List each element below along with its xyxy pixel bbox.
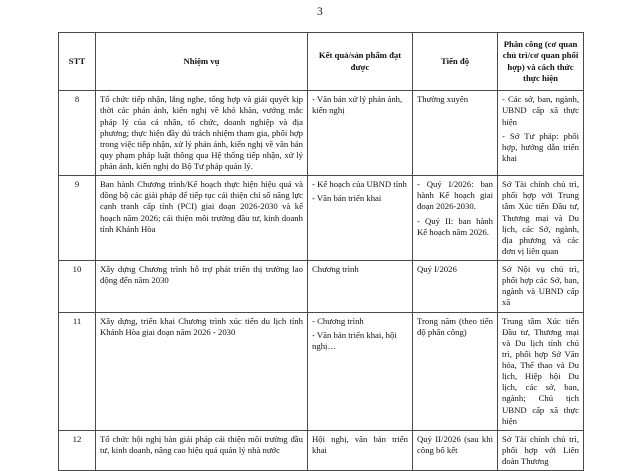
cell-result: [308, 176, 413, 261]
cell-task: Tổ chức hội nghị bàn giải pháp cải thiện môi trường đầu tư, kinh doanh, nâng cao hiệu quả quản lý nhà nước: [96, 430, 308, 470]
column-header-stt: STT: [59, 33, 96, 91]
cell-progress: [413, 176, 498, 261]
cell-progress: [413, 261, 498, 313]
table-header: [59, 33, 584, 91]
cell-assignment: [498, 430, 584, 470]
cell-progress-line: - Quý I/2026: ban hành Kế hoạch giai đoạn 2026-2030.: [417, 179, 493, 212]
task-assignment-table-container: [58, 32, 583, 471]
cell-stt: 9: [59, 176, 96, 261]
cell-stt: 10: [59, 261, 96, 313]
cell-progress-line: Quý II/2026 (sau khi công bố kết: [417, 433, 493, 455]
cell-progress-line: - Quý II: ban hành Kế hoạch năm 2026.: [417, 215, 493, 237]
cell-assignment-line: - Các sở, ban, ngành, UBND cấp xã thực hiện: [502, 94, 579, 127]
cell-task: Xây dựng, triển khai Chương trình xúc tiến du lịch tỉnh Khánh Hòa giai đoạn năm 2026 - 2030: [96, 312, 308, 430]
table-body: [59, 91, 584, 471]
cell-progress: [413, 312, 498, 430]
cell-assignment-line: Sở Tài chính chủ trì, phối hợp với Trung tâm Xúc tiến Đầu tư, Thương mại và Du lịch, các Sở, ngành, địa phương và các đơn vị liên quan: [502, 179, 579, 256]
cell-assignment: [498, 261, 584, 313]
cell-stt: 8: [59, 91, 96, 176]
cell-progress-line: Quý I/2026: [417, 264, 457, 274]
cell-stt: 11: [59, 312, 96, 430]
cell-stt: 12: [59, 430, 96, 470]
cell-result-line: - Kế hoạch của UBND tỉnh: [312, 179, 407, 190]
cell-result-line: - Văn bản triển khai, hội nghị…: [312, 329, 397, 351]
cell-result: [308, 91, 413, 176]
table-row: [59, 261, 584, 313]
cell-assignment-line: Sở Tài chính chủ trì, phối hợp với Liên đoàn Thương: [502, 433, 579, 466]
cell-progress: [413, 91, 498, 176]
cell-task: Tổ chức tiếp nhận, lắng nghe, tổng hợp và giải quyết kịp thời các phản ánh, kiến nghị về khó khăn, vướng mắc pháp lý của cá nhân, tổ chức, doanh nghiệp và địa phương; thực hiện đầy đủ trách nhiệm tham gia, phối hợp trong việc tiếp nhận, xử lý phản ánh, kiến nghị về văn bản quy phạm pháp luật thông qua Hệ thống tiếp nhận, xử lý phản ánh, kiến nghị do Bộ Tư pháp quản lý.: [96, 91, 308, 176]
cell-result-line: Hội nghị, văn bản triển khai: [312, 433, 408, 455]
page-number: 3: [317, 6, 323, 18]
cell-task: Xây dựng Chương trình hỗ trợ phát triển thị trường lao động đến năm 2030: [96, 261, 308, 313]
cell-result: [308, 261, 413, 313]
cell-assignment-line: - Sở Tư pháp: phối hợp, hướng dẫn triển khai: [502, 130, 579, 163]
column-header-progress: Tiến độ: [413, 33, 498, 91]
cell-result-line: - Văn bản xử lý phản ánh, kiến nghị: [312, 94, 403, 116]
cell-result-line: Chương trình: [312, 264, 359, 274]
column-header-task: Nhiệm vụ: [96, 33, 308, 91]
column-header-result: Kết quả/sản phẩm đạt được: [308, 33, 413, 91]
task-assignment-table: [58, 32, 584, 471]
table-header-row: [59, 33, 584, 91]
cell-assignment: [498, 176, 584, 261]
cell-result-line: - Văn bản triển khai: [312, 193, 382, 204]
table-row: [59, 312, 584, 430]
table-row: [59, 91, 584, 176]
cell-result-line: - Chương trình: [312, 315, 364, 326]
cell-task: Ban hành Chương trình/Kế hoạch thực hiện hiệu quả và đồng bộ các giải pháp để tiếp tục cải thiện chỉ số năng lực cạnh tranh cấp tỉnh (PCI) giai đoạn 2026-2030 và kế hoạch năm 2026; cải thiện môi trường đầu tư, kinh doanh tỉnh Khánh Hòa: [96, 176, 308, 261]
table-row: [59, 176, 584, 261]
cell-progress: [413, 430, 498, 470]
cell-progress-line: Trong năm (theo tiến độ phân công): [417, 315, 493, 337]
cell-assignment-line: Sở Nội vụ chủ trì, phối hợp các Sở, ban, ngành và UBND cấp xã: [502, 264, 579, 308]
cell-progress-line: Thường xuyên: [417, 94, 469, 105]
cell-assignment: [498, 312, 584, 430]
cell-result: [308, 312, 413, 430]
cell-assignment-line: Trung tâm Xúc tiến Đầu tư, Thương mại và Du lịch tỉnh chủ trì, phối hợp Sở Văn hóa, Thể thao và Du lịch, Hiệp hội Du lịch, các sở, ban, ngành; Chủ tịch UBND cấp xã thực hiện: [502, 315, 579, 426]
column-header-assignment: Phân công (cơ quan chủ trì/cơ quan phối hợp) và cách thức thực hiện: [498, 33, 584, 91]
cell-result: [308, 430, 413, 470]
cell-assignment: [498, 91, 584, 176]
table-row: [59, 430, 584, 470]
